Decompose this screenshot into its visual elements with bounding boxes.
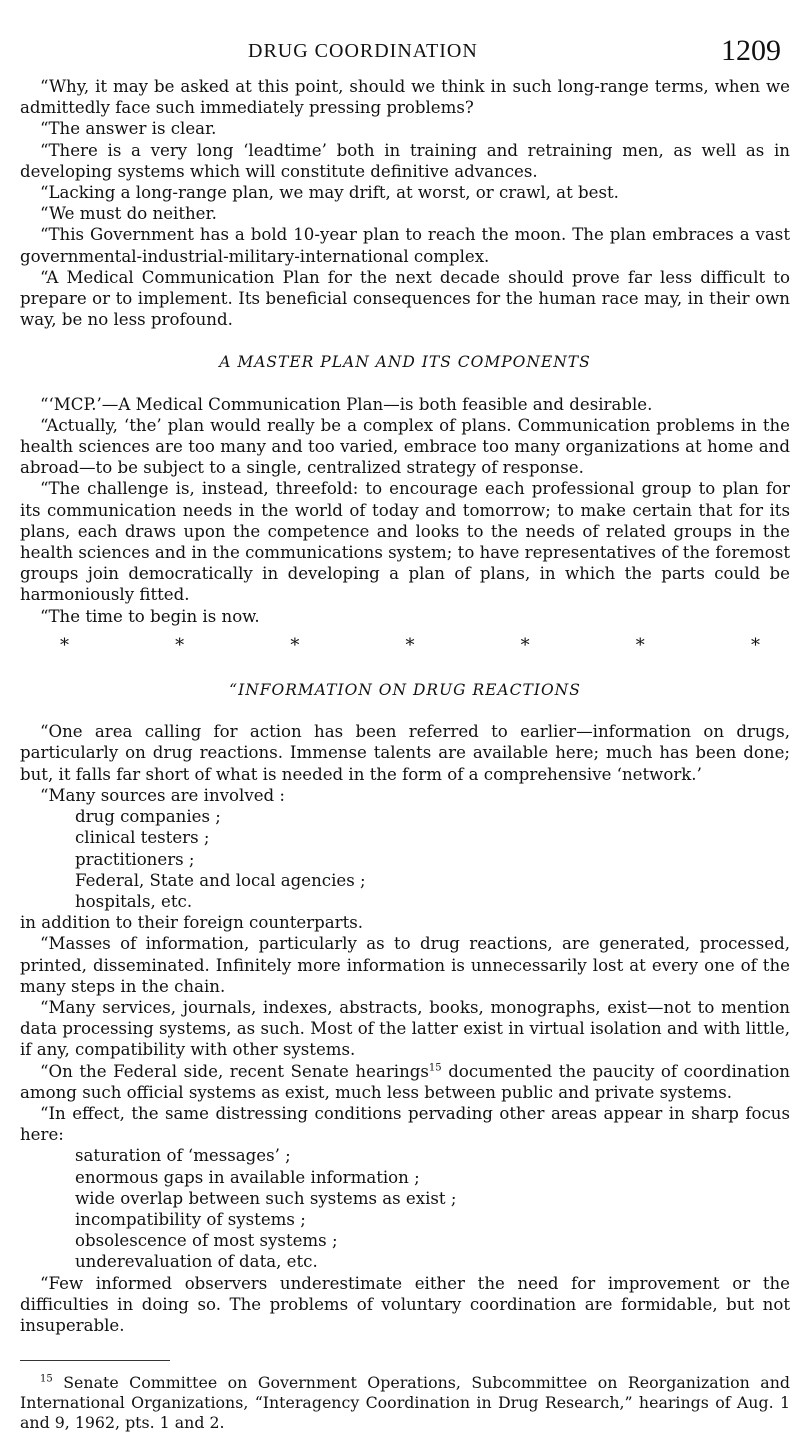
paragraph: “‘MCP.’—A Medical Communication Plan—is both feasible and desirable.	[40, 394, 653, 414]
footnote-reference: 15	[428, 1062, 442, 1073]
section-drug-reactions	[20, 721, 790, 1336]
page-number: 1209	[721, 34, 781, 67]
asterisk: *	[60, 634, 69, 656]
paragraph: “We must do neither.	[40, 204, 217, 224]
list-item: obsolescence of most systems ;	[75, 1231, 338, 1251]
list-item: underevaluation of data, etc.	[75, 1252, 318, 1272]
list-item: Federal, State and local agencies ;	[75, 870, 366, 890]
paragraph: “Many services, journals, indexes, abstracts, books, monographs, exist—not to mention data processing systems, as such. Most of the latter exist in virtual isolation and with little, if any, compatibility with other systems.	[20, 997, 790, 1060]
paragraph: “Why, it may be asked at this point, should we think in such long-range terms, when we admittedly face such immediately pressing problems?	[20, 77, 790, 118]
paragraph-text: “On the Federal side, recent Senate hearings	[40, 1061, 429, 1081]
paragraph: “The challenge is, instead, threefold: to encourage each professional group to plan for its communication needs in the world of today and tomorrow; to make certain that for its plans, each draws upon the competence and looks to the needs of related groups in the health sciences and in the communications system; to have representatives of the foremost groups join democratically in developing a plan of plans, in which the parts could be harmoniously fitted.	[20, 479, 790, 605]
asterisk: *	[175, 634, 185, 656]
page-body	[20, 76, 790, 1433]
list-item: wide overlap between such systems as exist ;	[75, 1188, 457, 1208]
list-item: incompatibility of systems ;	[75, 1209, 306, 1229]
list-item: hospitals, etc.	[75, 891, 193, 911]
paragraph: “One area calling for action has been referred to earlier—information on drugs, particularly on drug reactions. Immense talents are available here; much has been done; but, it falls far short of what is needed in the form of a comprehensive ‘network.’	[20, 722, 790, 784]
paragraph: “Lacking a long-range plan, we may drift, at worst, or crawl, at best.	[40, 183, 619, 203]
asterisk: *	[520, 634, 530, 656]
section-heading-master-plan: A MASTER PLAN AND ITS COMPONENTS	[219, 353, 591, 372]
paragraph: “This Government has a bold 10-year plan to reach the moon. The plan embraces a vast governmental-industrial-military-international complex.	[20, 225, 790, 266]
list-item: drug companies ;	[75, 807, 221, 827]
footnote-number: 15	[40, 1373, 53, 1385]
asterisk: *	[750, 634, 760, 656]
section-master-plan	[20, 394, 790, 627]
running-title: DRUG COORDINATION	[248, 40, 478, 62]
footnote	[20, 1373, 790, 1433]
section-heading-drug-reactions: “INFORMATION ON DRUG REACTIONS	[229, 681, 581, 700]
footnote-divider	[20, 1360, 170, 1361]
asterisk: *	[290, 634, 300, 656]
list-item: clinical testers ;	[75, 828, 210, 848]
paragraph: “In effect, the same distressing conditions pervading other areas appear in sharp focus here:	[20, 1103, 790, 1145]
page-header	[0, 28, 801, 68]
paragraph-text: documented the paucity of coordination among such official systems as exist, much less between public and private systems.	[20, 1061, 790, 1102]
list-item: saturation of ‘messages’ ;	[75, 1146, 291, 1166]
paragraph	[20, 1061, 790, 1103]
asterisk: *	[405, 634, 415, 656]
section-intro	[20, 76, 790, 330]
asterisk: *	[635, 634, 645, 656]
list-item: enormous gaps in available information ;	[75, 1167, 420, 1187]
paragraph: “Actually, ‘the’ plan would really be a complex of plans. Communication problems in the health sciences are too many and too varied, embrace too many organizations at home and abroad—to be subject to a single, centralized strategy of response.	[20, 415, 790, 478]
footnote-text: Senate Committee on Government Operations, Subcommittee on Reorganization and International Organizations, “Interagency Coordination in Drug Research,” hearings of Aug. 1 and 9, 1962, pts. 1 and 2.	[20, 1373, 790, 1433]
paragraph: in addition to their foreign counterparts.	[20, 913, 364, 933]
paragraph: “Masses of information, particularly as to drug reactions, are generated, processed, printed, disseminated. Infinitely more information is unnecessarily lost at every one of the many steps in the chain.	[20, 934, 790, 996]
paragraph: “The answer is clear.	[40, 119, 217, 139]
paragraph: “A Medical Communication Plan for the next decade should prove far less difficult to prepare or to implement. Its beneficial consequences for the human race may, in their own way, be no less profound.	[20, 267, 790, 330]
paragraph: “The time to begin is now.	[40, 606, 260, 626]
conditions-list	[20, 1145, 790, 1272]
sources-list	[20, 806, 790, 912]
section-break-asterisks	[20, 635, 790, 656]
paragraph: “There is a very long ‘leadtime’ both in training and retraining men, as well as in developing systems which will constitute definitive advances.	[20, 140, 790, 181]
paragraph: “Few informed observers underestimate either the need for improvement or the difficulties in doing so. The problems of voluntary coordination are formidable, but not insuperable.	[20, 1273, 790, 1335]
list-item: practitioners ;	[75, 849, 195, 869]
paragraph: “Many sources are involved :	[40, 785, 286, 805]
